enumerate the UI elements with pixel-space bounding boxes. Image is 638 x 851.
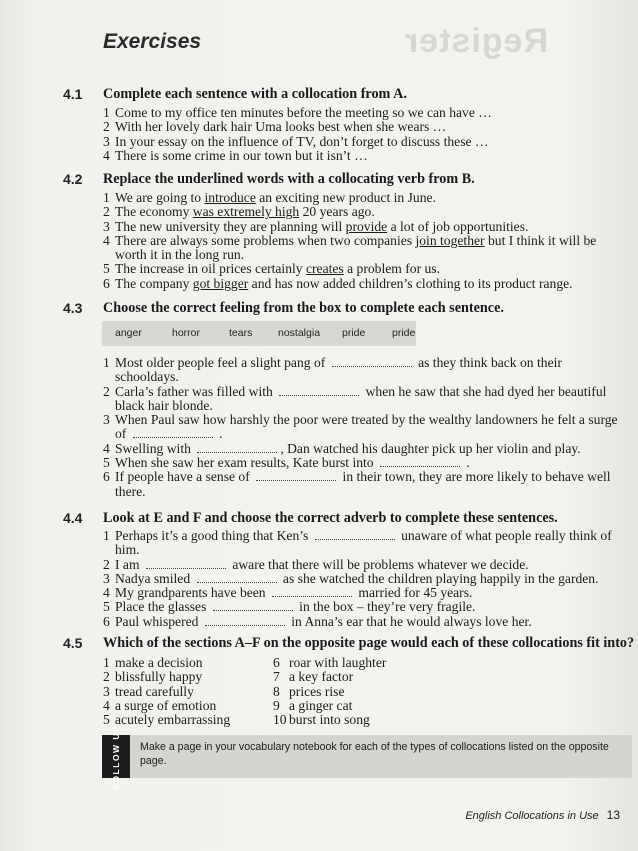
exercise-item bbox=[103, 191, 628, 205]
item-number: 5 bbox=[103, 455, 110, 471]
item-text-part: burst into song bbox=[289, 712, 370, 728]
item-text-part: as they think back on their schooldays. bbox=[115, 355, 562, 385]
item-text-part: Place the glasses bbox=[115, 599, 210, 615]
item-text-part: The increase in oil prices certainly bbox=[115, 261, 306, 277]
page-footer bbox=[465, 808, 620, 822]
item-text-part: a lot of job opportunities. bbox=[387, 218, 529, 234]
answer-blank[interactable] bbox=[279, 386, 359, 396]
follow-up-box bbox=[102, 724, 632, 789]
item-number: 3 bbox=[103, 133, 110, 149]
exercise-item bbox=[103, 234, 628, 263]
exercise-number: 4.3 bbox=[63, 300, 83, 316]
exercise-number: 4.5 bbox=[63, 635, 83, 651]
answer-blank[interactable] bbox=[197, 443, 277, 453]
item-text bbox=[115, 120, 628, 134]
item-text-part: When she saw her exam results, Kate burst into bbox=[115, 455, 377, 471]
exercise-items bbox=[103, 106, 628, 163]
exercise-item bbox=[103, 558, 628, 572]
item-text-part: If people have a sense of bbox=[115, 469, 254, 485]
item-text bbox=[115, 413, 628, 442]
item-text bbox=[115, 106, 628, 120]
collocation-column bbox=[103, 656, 230, 727]
exercise-item bbox=[103, 106, 628, 120]
item-text-part: We are going to bbox=[115, 190, 205, 205]
item-number: 1 bbox=[103, 105, 110, 120]
item-text-part: Most older people feel a slight pang of bbox=[115, 355, 329, 370]
exercise-number: 4.4 bbox=[63, 510, 83, 526]
exercise-item bbox=[273, 656, 386, 670]
item-number: 1 bbox=[103, 655, 110, 670]
item-text bbox=[115, 262, 628, 276]
item-number: 3 bbox=[103, 412, 110, 428]
item-number: 4 bbox=[103, 440, 110, 456]
item-text-part: unaware of what people really think of him. bbox=[115, 528, 612, 558]
item-text bbox=[115, 205, 628, 219]
item-text bbox=[289, 685, 386, 699]
exercise-item bbox=[103, 615, 628, 629]
item-number: 5 bbox=[103, 261, 110, 277]
item-number: 2 bbox=[103, 669, 110, 685]
item-number: 3 bbox=[103, 683, 110, 699]
item-text bbox=[115, 713, 230, 727]
answer-blank[interactable] bbox=[133, 428, 213, 438]
item-number: 6 bbox=[273, 655, 280, 670]
exercise-items bbox=[103, 191, 628, 291]
item-text bbox=[115, 356, 628, 385]
exercise-instruction: Choose the correct feeling from the box to complete each sentence. bbox=[103, 300, 504, 316]
item-text-part: With her lovely dark hair Uma looks best when she wears … bbox=[115, 119, 447, 135]
item-text-part: Swelling with bbox=[115, 440, 195, 456]
item-text-part: acutely embarrassing bbox=[115, 712, 231, 728]
show-through-heading: Register bbox=[403, 22, 548, 60]
word-box-item: pride bbox=[342, 327, 366, 339]
answer-blank[interactable] bbox=[197, 573, 277, 583]
item-text-part: Come to my office ten minutes before the meeting so we can have … bbox=[115, 105, 492, 120]
item-text bbox=[115, 615, 628, 629]
item-text-part: in the box – they’re very fragile. bbox=[295, 599, 476, 615]
page-title: Exercises bbox=[103, 30, 202, 53]
item-number: 4 bbox=[103, 232, 110, 248]
word-box-item: horror bbox=[172, 327, 201, 339]
item-number: 4 bbox=[103, 147, 110, 163]
item-text-part: Perhaps it’s a good thing that Ken’s bbox=[115, 528, 312, 543]
exercise-item bbox=[273, 699, 386, 713]
exercise-item bbox=[103, 356, 628, 385]
answer-blank[interactable] bbox=[256, 471, 336, 481]
follow-up-tab: FOLLOW UP bbox=[102, 735, 130, 778]
word-box-item: nostalgia bbox=[278, 327, 321, 339]
item-number: 4 bbox=[103, 697, 110, 713]
exercise-item bbox=[103, 442, 628, 456]
item-text bbox=[115, 670, 230, 684]
item-text-part: roar with laughter bbox=[289, 655, 387, 670]
exercise-item bbox=[103, 600, 628, 614]
exercise-number: 4.1 bbox=[63, 86, 83, 102]
exercise-item bbox=[103, 572, 628, 586]
exercise-item bbox=[103, 713, 230, 727]
item-text-part: Nadya smiled bbox=[115, 570, 194, 586]
item-text-part: a problem for us. bbox=[343, 261, 440, 277]
item-text-part: I am bbox=[115, 556, 143, 572]
underlined-words: join together bbox=[415, 232, 485, 248]
item-text-part: and has now added children’s clothing to its product range. bbox=[248, 275, 573, 291]
item-text bbox=[115, 572, 628, 586]
item-number: 6 bbox=[103, 275, 110, 291]
word-box bbox=[102, 321, 416, 346]
underlined-words: introduce bbox=[204, 190, 256, 205]
exercise-item bbox=[103, 277, 628, 291]
item-text-part: prices rise bbox=[289, 683, 345, 699]
item-number: 5 bbox=[103, 712, 110, 728]
item-text-part: aware that there will be problems whatever we decide. bbox=[228, 556, 529, 572]
item-text-part: in their town, they are more likely to behave well there. bbox=[115, 469, 611, 499]
item-text-part: but I think it will be worth it in the long run. bbox=[115, 232, 597, 263]
item-text-part: tread carefully bbox=[115, 683, 194, 699]
item-number: 2 bbox=[103, 383, 110, 399]
exercise-item bbox=[273, 685, 386, 699]
exercise-instruction: Which of the sections A–F on the opposite page would each of these collocations fit into? bbox=[103, 635, 635, 651]
exercise-item bbox=[103, 149, 628, 163]
item-number: 3 bbox=[103, 218, 110, 234]
item-text bbox=[115, 234, 628, 263]
book-title: English Collocations in Use bbox=[465, 810, 599, 822]
underlined-words: got bigger bbox=[192, 275, 249, 291]
answer-blank[interactable] bbox=[205, 616, 285, 626]
answer-blank[interactable] bbox=[146, 559, 226, 569]
word-box-item: tears bbox=[229, 327, 253, 339]
item-text-part: The new university they are planning will bbox=[115, 218, 346, 234]
exercise-item bbox=[103, 220, 628, 234]
item-text-part: The company bbox=[115, 275, 193, 291]
item-text bbox=[115, 470, 628, 499]
item-text-part: , Dan watched his daughter pick up her violin and play. bbox=[280, 440, 581, 456]
item-text bbox=[289, 699, 386, 713]
item-text bbox=[115, 277, 628, 291]
item-text bbox=[289, 670, 386, 684]
item-number: 5 bbox=[103, 599, 110, 615]
item-text-part: When Paul saw how harshly the poor were treated by the wealthy landowners he felt a surge of bbox=[115, 412, 618, 442]
exercise-item bbox=[103, 529, 628, 558]
item-number: 6 bbox=[103, 613, 110, 629]
item-text bbox=[289, 713, 386, 727]
exercise-item bbox=[103, 670, 230, 684]
item-text bbox=[115, 385, 628, 414]
item-number: 2 bbox=[103, 119, 110, 135]
item-number: 1 bbox=[103, 355, 110, 370]
item-text-part: Paul whispered bbox=[115, 613, 202, 629]
item-text-part: Carla’s father was filled with bbox=[115, 383, 277, 399]
item-number: 1 bbox=[103, 528, 110, 543]
item-number: 2 bbox=[103, 204, 110, 220]
exercise-item bbox=[273, 713, 386, 727]
item-text bbox=[115, 586, 628, 600]
item-text bbox=[115, 442, 628, 456]
item-text-part: . bbox=[215, 426, 223, 442]
item-text-part: . bbox=[463, 455, 470, 471]
exercise-item bbox=[103, 656, 230, 670]
exercise-instruction: Look at E and F and choose the correct adverb to complete these sentences. bbox=[103, 510, 558, 526]
exercise-item bbox=[103, 586, 628, 600]
item-number: 1 bbox=[103, 190, 110, 205]
item-text-part: make a decision bbox=[115, 655, 203, 670]
exercise-item bbox=[103, 262, 628, 276]
item-number: 9 bbox=[273, 697, 280, 713]
item-text bbox=[115, 656, 230, 670]
exercise-item bbox=[103, 413, 628, 442]
word-box-item: pride bbox=[392, 327, 416, 339]
item-number: 8 bbox=[273, 683, 280, 699]
answer-blank[interactable] bbox=[272, 587, 352, 597]
exercise-item bbox=[103, 456, 628, 470]
exercise-item bbox=[103, 699, 230, 713]
item-text-part: In your essay on the influence of TV, don’t forget to discuss these … bbox=[115, 133, 489, 149]
item-text bbox=[115, 191, 628, 205]
item-number: 3 bbox=[103, 570, 110, 586]
word-box-item: anger bbox=[115, 327, 142, 339]
exercise-instruction: Complete each sentence with a collocation from A. bbox=[103, 86, 407, 102]
answer-blank[interactable] bbox=[213, 601, 293, 611]
item-text bbox=[115, 135, 628, 149]
exercise-item bbox=[103, 685, 230, 699]
item-text-part: The economy bbox=[115, 204, 193, 220]
item-text-part: a surge of emotion bbox=[115, 697, 217, 713]
item-number: 7 bbox=[273, 669, 280, 685]
item-number: 2 bbox=[103, 556, 110, 572]
item-text bbox=[115, 220, 628, 234]
page-number: 13 bbox=[606, 808, 620, 822]
item-text-part: 20 years ago. bbox=[299, 204, 375, 220]
item-text-part: blissfully happy bbox=[115, 669, 203, 685]
exercise-item bbox=[273, 670, 386, 684]
item-text-part: in Anna’s ear that he would always love her. bbox=[287, 613, 532, 629]
item-text bbox=[289, 656, 386, 670]
answer-blank[interactable] bbox=[315, 530, 395, 540]
exercise-number: 4.2 bbox=[63, 171, 83, 187]
item-text-part: an exciting new product in June. bbox=[255, 190, 436, 205]
collocation-column bbox=[273, 656, 386, 727]
item-text-part: a key factor bbox=[289, 669, 354, 685]
item-text-part: when he saw that she had dyed her beautiful black hair blonde. bbox=[115, 383, 607, 413]
item-text-part: My grandparents have been bbox=[115, 585, 270, 601]
item-text-part: There is some crime in our town but it isn’t … bbox=[115, 147, 368, 163]
exercise-item bbox=[103, 135, 628, 149]
exercise-items bbox=[103, 356, 628, 499]
item-text-part: a ginger cat bbox=[289, 697, 353, 713]
exercise-item bbox=[103, 470, 628, 499]
item-text-part: as she watched the children playing happily in the garden. bbox=[279, 570, 599, 586]
exercise-items bbox=[103, 529, 628, 629]
item-text bbox=[115, 685, 230, 699]
item-text-part: There are always some problems when two companies bbox=[115, 232, 416, 248]
exercise-item bbox=[103, 205, 628, 219]
item-text bbox=[115, 558, 628, 572]
exercise-instruction: Replace the underlined words with a collocating verb from B. bbox=[103, 171, 475, 187]
item-number: 6 bbox=[103, 469, 110, 485]
item-text bbox=[115, 456, 628, 470]
exercise-item bbox=[103, 120, 628, 134]
item-text bbox=[115, 699, 230, 713]
answer-blank[interactable] bbox=[380, 457, 460, 467]
item-number: 10 bbox=[273, 712, 287, 728]
item-text bbox=[115, 529, 628, 558]
underlined-words: was extremely high bbox=[192, 204, 300, 220]
item-text-part: married for 45 years. bbox=[355, 585, 473, 601]
answer-blank[interactable] bbox=[332, 357, 412, 367]
item-number: 4 bbox=[103, 585, 110, 601]
item-text bbox=[115, 600, 628, 614]
item-text bbox=[115, 149, 628, 163]
exercise-item bbox=[103, 385, 628, 414]
follow-up-text: Make a page in your vocabulary notebook for each of the types of collocations listed on the opposite page. bbox=[140, 741, 609, 767]
underlined-words: creates bbox=[305, 261, 344, 277]
underlined-words: provide bbox=[345, 218, 388, 234]
